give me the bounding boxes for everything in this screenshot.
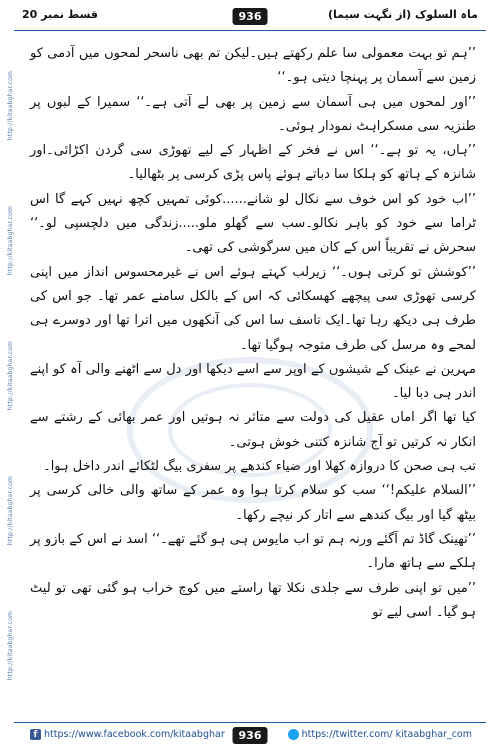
paragraph: ’’میں تو اپنی طرف سے جلدی نکلا تھا راستے میں کوچ خراب ہو گئی تھی تو لیٹ ہو گیا۔ اسی لیے تو: [30, 580, 476, 620]
story-text: [30, 42, 476, 707]
facebook-link[interactable]: [30, 729, 225, 740]
facebook-icon: f: [30, 729, 41, 740]
header-divider: [14, 30, 486, 31]
side-url-3: http://kitaabghar.com: [7, 340, 15, 410]
side-url-2: http://kitaabghar.com: [7, 205, 15, 275]
paragraph: ’’اب خود کو اس خوف سے نکال لو شانے......کوئی تمہیں کچھ نہیں کہے گا اس ٹراما سے خود کو باہر نکالو۔سب سے گھلو ملو.....زندگی میں دلچسپی لو۔‘‘ سحرش نے تقریباً اس کے کان میں سرگوشی کی تھی۔: [30, 191, 476, 256]
side-url-1: http://kitaabghar.com: [7, 70, 15, 140]
paragraph: تب ہی صحن کا دروازہ کھلا اور ضیاء کندھے پر سفری بیگ لٹکائے اندر داخل ہوا۔: [43, 459, 476, 475]
twitter-url[interactable]: https://twitter.com/ kitaabghar_com: [301, 729, 472, 740]
paragraph: ’’تھینک گاڈ تم آگئے ورنہ ہم تو اب مایوس ہی ہو گئے تھے۔‘‘ اسد نے اس کے بازو پر ہلکے سے ہاتھ مارا۔: [30, 531, 476, 572]
twitter-icon: [288, 729, 299, 740]
twitter-link[interactable]: [288, 729, 472, 740]
footer-divider: [14, 722, 486, 723]
paragraph: ’’ہاں، یہ تو ہے۔‘‘ اس نے فخر کے اظہار کے لیے تھوڑی سی گردن اکڑائی۔اور شانزہ کے ہاتھ کو ہلکا سا دباتے ہوئے پاس پڑی کرسی پر بٹھالیا۔: [30, 143, 476, 183]
paragraph: ’’ہم تو بہت معمولی سا علم رکھتے ہیں۔لیکن تم بھی ناسحر لمحوں میں آدمی کو زمین سے آسمان پر پہنچا دیتی ہو۔‘‘: [30, 46, 476, 86]
side-url-4: http://kitaabghar.com: [7, 475, 15, 545]
paragraph: مہرین نے عینک کے شیشوں کے اوپر سے اسے دیکھا اور دل سے اٹھنے والی آہ کو اپنے اندر ہی دبا لیا۔: [30, 361, 476, 402]
paragraph: ’’اور لمحوں میں ہی آسمان سے زمین پر بھی لے آتی ہے۔‘‘ سمیرا کے لبوں پر طنزیہ سی مسکراہٹ نمودار ہوئی۔: [30, 94, 476, 134]
episode-label: قسط نمبر 20: [22, 8, 98, 21]
page-number-bottom: 936: [233, 727, 268, 744]
page-number-top: 936: [233, 8, 268, 25]
paragraph: کیا تھا اگر اماں عقیل کی دولت سے متاثر نہ ہوتیں اور عمر بھائی کے رشتے سے انکار نہ کرتیں تو آج شانزہ کتنی خوش ہوتی۔: [30, 410, 476, 450]
side-url-5: http://kitaabghar.com: [7, 610, 15, 680]
paragraph: ’’کوشش تو کرتی ہوں۔‘‘ زیرلب کہتے ہوئے اس نے غیرمحسوس انداز میں اپنی کرسی تھوڑی سی پیچھے کھسکائی کہ اس کے بالکل سامنے عمر تھا۔ جو اس کی طرف ہی دیکھ رہا تھا۔ایک تاسف سا اس کی آنکھوں میں اترا تھا اور دوسرے ہی لمحے وہ مرسل کی طرف متوجہ ہوگیا تھا۔: [30, 264, 476, 353]
paragraph: ’’السلام علیکم!‘‘ سب کو سلام کرتا ہوا وہ عمر کے ساتھ والی خالی کرسی پر بیٹھ گیا اور بیگ کندھے سے اتار کر نیچے رکھا۔: [30, 483, 476, 523]
novel-title: ماہ السلوک (از نگہت سیما): [327, 8, 478, 21]
facebook-url[interactable]: https://www.facebook.com/kitaabghar: [44, 729, 225, 740]
